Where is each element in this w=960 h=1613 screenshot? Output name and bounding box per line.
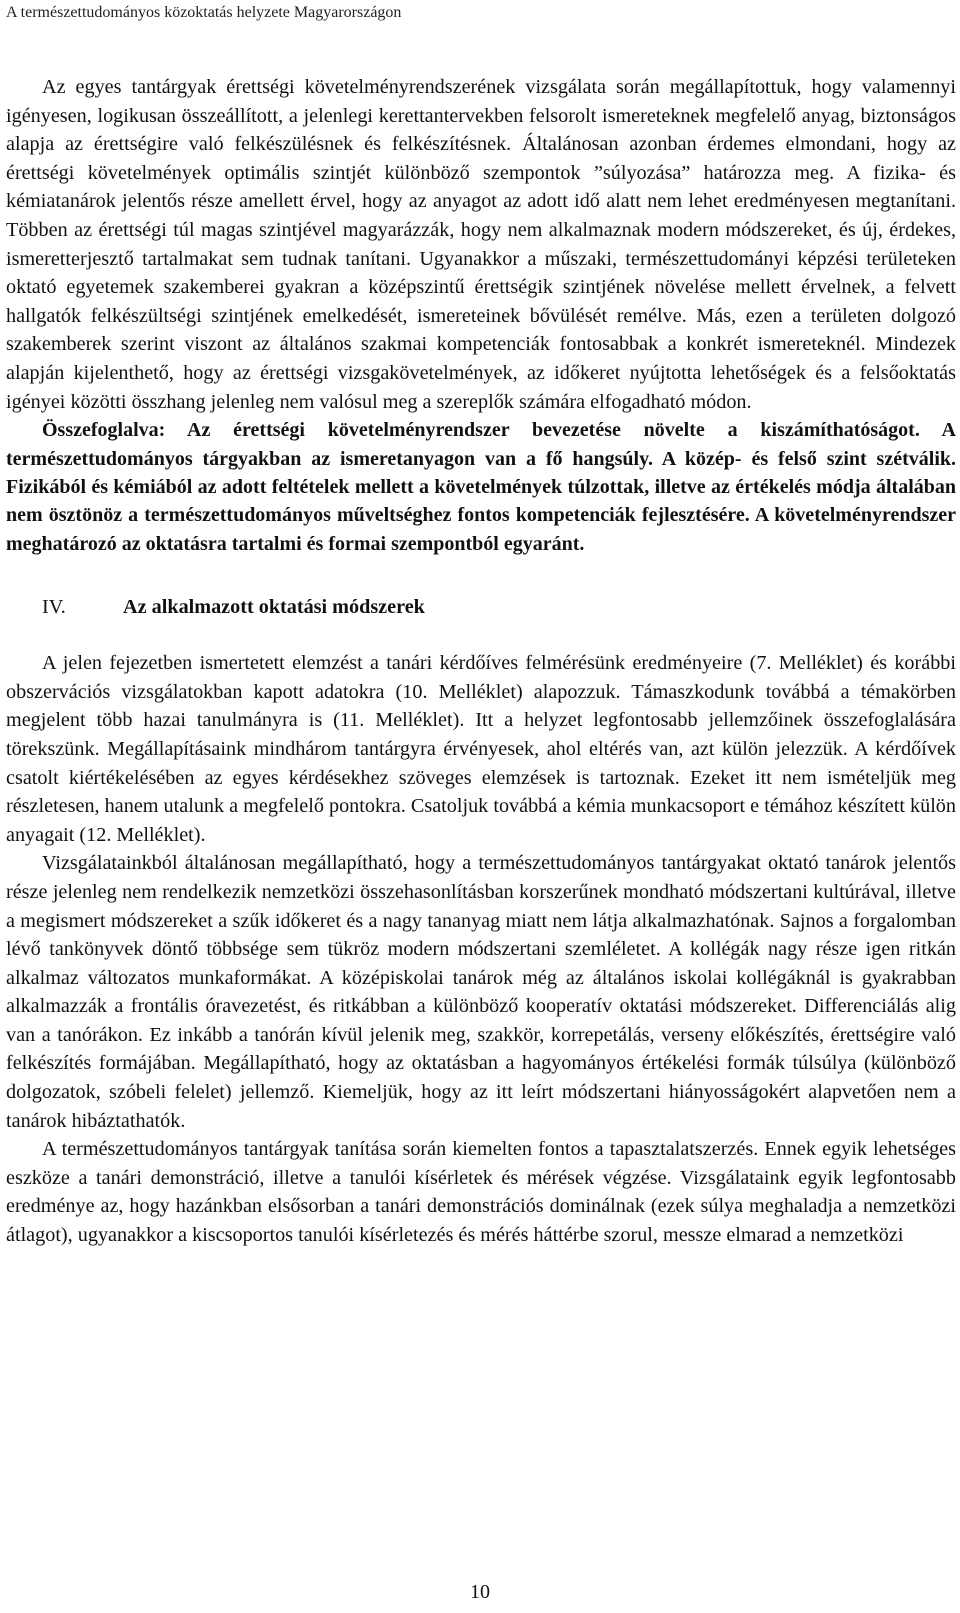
section-title: Az alkalmazott oktatási módszerek: [123, 596, 425, 619]
body-paragraph: Vizsgálatainkból általánosan megállapítható, hogy a természettudományos tantárgyakat oktató tanárok jelentős része jelenleg nem rendelkezik nemzetközi összehasonlításban korszerűnek mondható módszertani kultúrával, illetve a megismert módszereket a szűk időkeret és a nagy tananyag miatt nem látja alkalmazhatónak. Sajnos a forgalomban lévő tankönyvek döntő többsége sem tükröz modern módszertani szemléletet. A kollégák nagy része igen ritkán alkalmaz változatos munkaformákat. A középiskolai tanárok még az általános iskolai kollégáknál is gyakrabban alkalmazzák a frontális óravezetést, és ritkábban a különböző kooperatív oktatási módszereket. Differenciálás alig van a tanórákon. Ez inkább a tanórán kívül jelenik meg, szakkör, korrepetálás, verseny előkészítés, érettségire való felkészítés formájában. Megállapítható, hogy az oktatásban a hagyományos értékelési formák túlsúlya (különböző dolgozatok, szóbeli felelet) jellemző. Kiemeljük, hogy az itt leírt módszertani hiányosságokért alapvetően nem a tanárok hibáztathatók.: [6, 852, 956, 1132]
running-header: A természettudományos közoktatás helyzete Magyarországon: [6, 4, 402, 21]
body-paragraph: Az egyes tantárgyak érettségi követelményrendszerének vizsgálata során megállapítottuk, hogy valamennyi igényesen, logikusan összeállított, a jelenlegi kerettantervekben felsorolt ismereteknek megfelelő anyag, biztonságos alapja az érettségire való felkészülésnek és felkészítésnek. Általánosan azonban érdemes elmondani, hogy az érettségi követelmények optimális szintjét különböző szempontok ”súlyozása” határozza meg. A fizika- és kémiatanárok jelentős része amellett érvel, hogy az anyagot az adott idő alatt nem lehet eredményesen megtanítani. Többen az érettségi túl magas szintjével magyarázzák, hogy nem alkalmaznak modern módszereket, és új, érdekes, ismeretterjesztő tartalmakat sem tudnak tanítani. Ugyanakkor a műszaki, természettudományi képzési területeken oktató egyetemek szakemberei gyakran a középszintű érettségik szintjének növelése mellett érvelnek, a felvett hallgatók felkészültségi szintjének emelkedését, ismereteinek bővülését remélve. Más, ezen a területen dolgozó szakemberek szerint viszont az általános szakmai kompetenciák fontosabbak a konkrét ismereteknél. Mindezek alapján kijelenthető, hogy az érettségi vizsgakövetelmények, az időkeret nyújtotta lehetőségek és a felsőoktatás igényei közötti összhang jelenleg nem valósul meg a szereplők számára elfogadható módon.: [6, 76, 956, 413]
page-body: [6, 73, 956, 1250]
body-paragraph: A természettudományos tantárgyak tanítása során kiemelten fontos a tapasztalatszerzés. Ennek egyik lehetséges eszköze a tanári demonstráció, illetve a tanulói kísérletek és mérések végzése. Vizsgálataink egyik legfontosabb eredménye az, hogy hazánkban elsősorban a tanári demonstrációs dominálnak (ezek súlya meghaladja a nemzetközi átlagot), ugyanakkor a kiscsoportos tanulói kísérletezés és mérés háttérbe szorul, messze elmarad a nemzetközi: [6, 1138, 956, 1247]
section-number: IV.: [42, 596, 66, 619]
summary-paragraph: Összefoglalva: Az érettségi követelményrendszer bevezetése növelte a kiszámíthatóságot. A természettudományos tárgyakban az ismeretanyagon van a fő hangsúly. A közép- és felső szint szétválik. Fizikából és kémiából az adott feltételek mellett a követelmények túlzottak, illetve az értékelés módja általában nem ösztönöz a természettudományos műveltséghez fontos kompetenciák fejlesztésére. A követelményrendszer meghatározó az oktatásra tartalmi és formai szempontból egyaránt.: [6, 419, 956, 555]
page-number: 10: [470, 1581, 490, 1603]
section-heading: [6, 593, 956, 621]
body-paragraph: A jelen fejezetben ismertetett elemzést a tanári kérdőíves felmérésünk eredményeire (7. Melléklet) és korábbi obszervációs vizsgálatokban kapott adatokra (10. Melléklet) alapozzuk. Támaszkodunk továbbá a témakörben megjelent több hazai tanulmányra is (11. Melléklet). Itt a helyzet legfontosabb jellemzőinek összefoglalására törekszünk. Megállapításaink mindhárom tantárgyra érvényesek, ahol eltérés van, azt külön jelezzük. A kérdőívek csatolt kiértékelésében az egyes kérdésekhez szöveges elemzések is tartoznak. Ezeket itt nem ismételjük meg részletesen, hanem utalunk a megfelelő pontokra. Csatoljuk továbbá a kémia munkacsoport e témához készített külön anyagait (12. Melléklet).: [6, 652, 956, 846]
